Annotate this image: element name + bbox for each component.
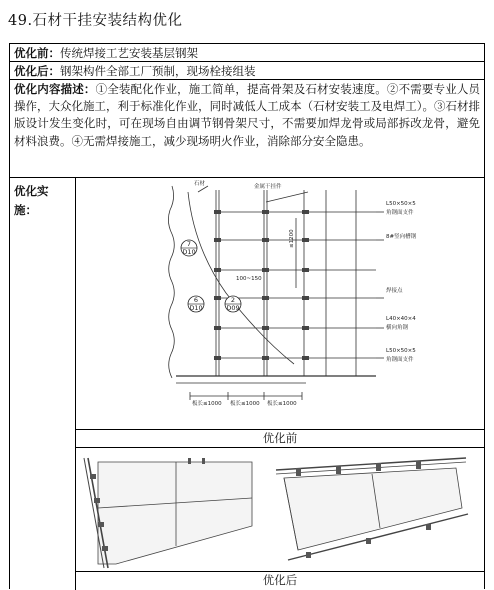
optimization-table — [9, 43, 485, 589]
after-drawings — [76, 448, 484, 572]
before-drawing — [76, 178, 484, 430]
label-span-3: 板长≤1000 — [267, 401, 297, 407]
caption-after: 优化后 — [262, 573, 298, 587]
label-weld-seam: 焊接点 — [386, 288, 403, 294]
prefabricated-frame-illustration — [76, 448, 484, 572]
label-angle-1: L50×50×5 — [386, 201, 416, 207]
implementation-label-cell — [10, 178, 76, 590]
label-channel: 8#竖向槽钢 — [386, 234, 417, 240]
after-label: 优化后： — [14, 64, 60, 78]
label-angle-1-sub: 角钢面支件 — [386, 210, 414, 216]
label-metal-clip: 金属干挂件 — [254, 184, 282, 190]
callout-1-ref: D10 — [182, 248, 196, 256]
description-row — [10, 80, 484, 178]
label-angle-3-sub: 角钢面支件 — [386, 357, 414, 363]
label-span-1: 板长≤1000 — [192, 401, 222, 407]
callout-3-ref: D09 — [226, 304, 240, 312]
callout-2-ref: D10 — [189, 304, 203, 312]
label-angle-2-sub: 横向角钢 — [386, 325, 409, 331]
page-title: 49.石材干挂安装结构优化 — [8, 13, 183, 29]
label-span-2: 板长≤1000 — [230, 401, 260, 407]
label-vertical-dimension: ≤1200 — [289, 229, 295, 248]
description-label: 优化内容描述： — [14, 82, 96, 96]
after-text: 钢架构件全部工厂预制，现场栓接组装 — [60, 64, 256, 78]
label-angle-3: L50×50×5 — [386, 348, 416, 354]
label-gap-dimension: 100~150 — [236, 276, 262, 282]
implementation-label: 优化实施： — [14, 184, 49, 217]
description-text: ①全装配化作业，施工简单，提高骨架及石材安装速度。②不需要专业人员操作，大众化施工，利于标准化作业，同时减低人工成本（石材安装工及电焊工）。③石材排版设计发生变化时，可在现场自由调节钢骨架尺寸，不需要加焊龙骨或局部拆改龙骨，避免材料浪费。④无需焊接施工，减少现场明火作业，消除部分安全隐患。 — [14, 82, 480, 148]
callout-3-number: 2 — [230, 296, 236, 304]
label-angle-2: L40×40×4 — [386, 316, 416, 322]
before-row — [10, 44, 484, 62]
callout-2-number: 6 — [193, 296, 199, 304]
label-stone: 石材 — [194, 181, 206, 187]
after-row — [10, 62, 484, 80]
before-text: 传统焊接工艺安装基层钢架 — [60, 46, 198, 60]
before-label: 优化前： — [14, 46, 60, 60]
implementation-area — [76, 178, 484, 590]
caption-before: 优化前 — [76, 430, 484, 448]
callout-1-number: 7 — [186, 240, 192, 248]
steel-frame-section-drawing — [76, 178, 484, 430]
